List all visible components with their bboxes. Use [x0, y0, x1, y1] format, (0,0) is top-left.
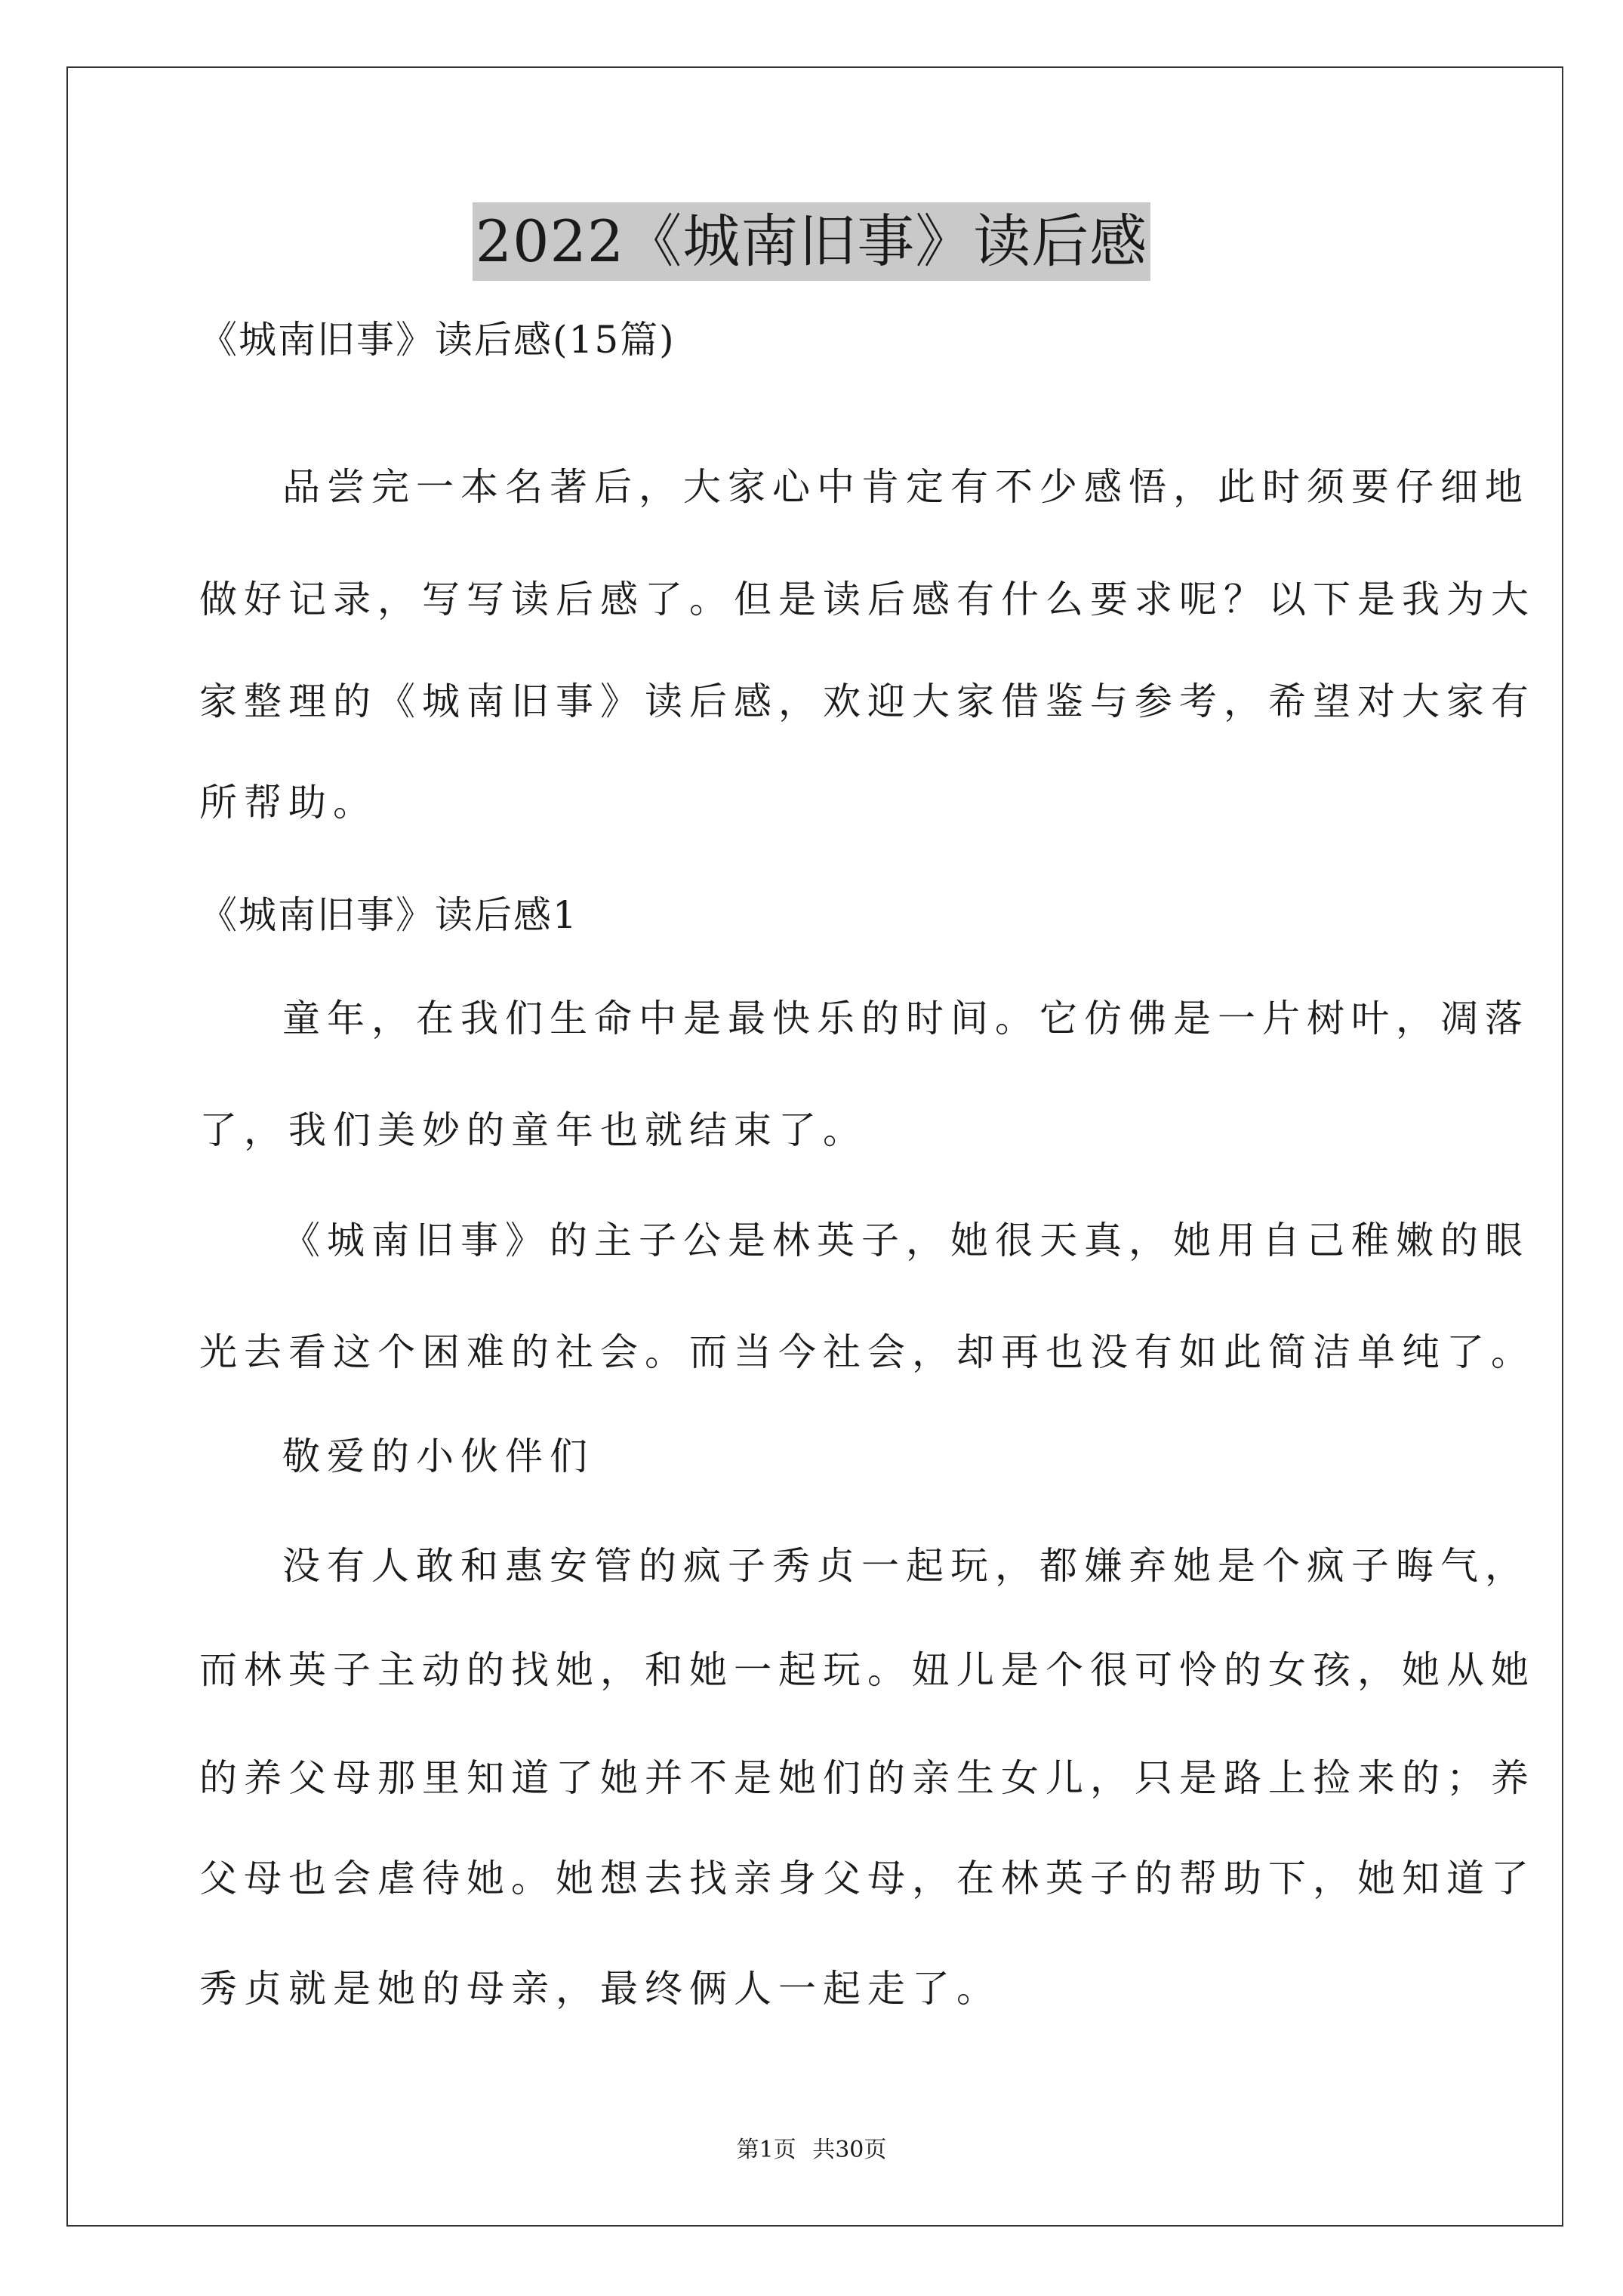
paragraph-line: 童年，在我们生命中是最快乐的时间。它仿佛是一片树叶，凋落 [282, 997, 1529, 1040]
paragraph-line: 敬爱的小伙伴们 [282, 1435, 594, 1478]
paragraph-line: 父母也会虐待她。她想去找亲身父母，在林英子的帮助下，她知道了 [199, 1857, 1535, 1900]
paragraph-line: 光去看这个困难的社会。而当今社会，却再也没有如此简洁单纯了。 [199, 1330, 1535, 1374]
paragraph-line: 《城南旧事》的主子公是林英子，她很天真，她用自己稚嫩的眼 [282, 1219, 1529, 1262]
title-container [0, 202, 1623, 281]
paragraph-line: 而林英子主动的找她，和她一起玩。妞儿是个很可怜的女孩，她从她 [199, 1648, 1535, 1692]
paragraph-line: 了，我们美妙的童年也就结束了。 [199, 1108, 867, 1152]
intro-line: 品尝完一本名著后，大家心中肯定有不少感悟，此时须要仔细地 [282, 465, 1529, 509]
paragraph-line: 秀贞就是她的母亲，最终俩人一起走了。 [199, 1967, 1001, 2011]
page-footer [0, 2135, 1623, 2165]
paragraph-line: 没有人敢和惠安管的疯子秀贞一起玩，都嫌弃她是个疯子晦气， [282, 1544, 1529, 1588]
intro-line: 家整理的《城南旧事》读后感，欢迎大家借鉴与参考，希望对大家有 [199, 680, 1535, 723]
paragraph-line: 的养父母那里知道了她并不是她们的亲生女儿，只是路上捡来的；养 [199, 1756, 1535, 1800]
document-subtitle: 《城南旧事》读后感(15篇) [199, 318, 676, 362]
document-title: 2022《城南旧事》读后感 [473, 202, 1150, 281]
page-number: 第1页 [736, 2137, 796, 2163]
intro-line: 所帮助。 [199, 781, 377, 824]
page-total: 共30页 [812, 2137, 887, 2163]
intro-line: 做好记录，写写读后感了。但是读后感有什么要求呢？以下是我为大 [199, 578, 1535, 621]
section-heading: 《城南旧事》读后感1 [199, 893, 578, 937]
